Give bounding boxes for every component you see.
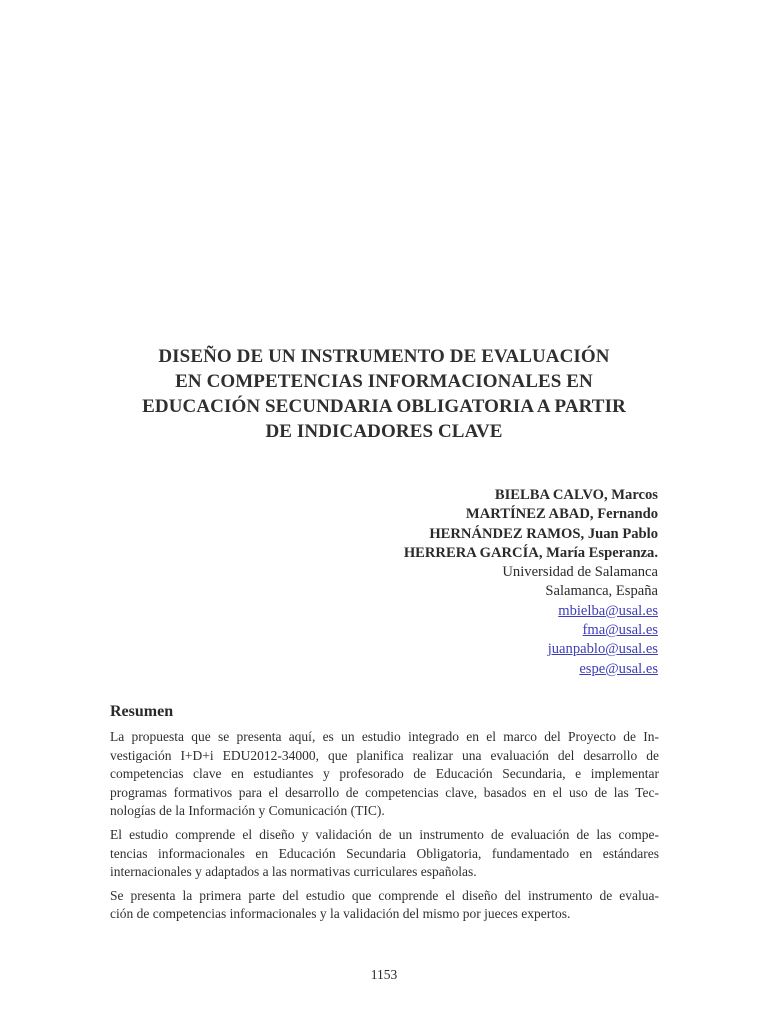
abstract-section bbox=[110, 702, 659, 929]
email-link[interactable]: espe@usal.es bbox=[579, 660, 658, 677]
abstract-paragraph bbox=[110, 887, 659, 924]
email-link[interactable]: juanpablo@usal.es bbox=[547, 641, 658, 658]
author-given-name: María Esperanza. bbox=[546, 544, 658, 561]
author-entry bbox=[238, 544, 658, 563]
title-line: DE INDICADORES CLAVE bbox=[265, 421, 503, 442]
abstract-line: La propuesta que se presenta aquí, es un estudio integrado en el marco del Proyecto de In- bbox=[110, 729, 659, 744]
title-line: DISEÑO DE UN INSTRUMENTO DE EVALUACIÓN bbox=[158, 346, 610, 367]
abstract-line: programas formativos para el desarrollo de competencias clave, basados en el uso de las Tec- bbox=[110, 784, 659, 800]
abstract-line: nologías de la Información y Comunicación (TIC). bbox=[110, 803, 385, 819]
abstract-heading: Resumen bbox=[110, 703, 174, 720]
page-number: 1153 bbox=[370, 967, 398, 982]
abstract-line: tencias informacionales en Educación Secundaria Obligatoria, fundamentado en estándares bbox=[110, 845, 659, 861]
abstract-line: competencias clave en estudiantes y profesorado de Educación Secundaria, e implementar bbox=[110, 766, 659, 782]
abstract-line: ción de competencias informacionales y la validación del mismo por jueces expertos. bbox=[110, 906, 571, 922]
author-given-name: Marcos bbox=[611, 487, 658, 503]
author-given-name: Fernando bbox=[597, 506, 658, 523]
abstract-line: Se presenta la primera parte del estudio que comprende el diseño del instrumento de evalua- bbox=[110, 887, 659, 903]
abstract-paragraph bbox=[110, 728, 659, 821]
email-link[interactable]: fma@usal.es bbox=[582, 622, 658, 639]
author-surname: BIELBA CALVO, bbox=[494, 487, 608, 503]
affiliation-institution: Universidad de Salamanca bbox=[502, 564, 658, 581]
title-line: EDUCACIÓN SECUNDARIA OBLIGATORIA A PARTIR bbox=[142, 396, 626, 417]
affiliation-location: Salamanca, España bbox=[545, 583, 658, 600]
author-entry bbox=[238, 486, 658, 505]
abstract-line: internacionales y adaptados a las normativas curriculares españolas. bbox=[110, 864, 477, 880]
author-block bbox=[238, 486, 658, 679]
author-surname: HERNÁNDEZ RAMOS, bbox=[429, 525, 585, 542]
author-surname: HERRERA GARCÍA, bbox=[403, 544, 543, 561]
abstract-line: vestigación I+D+i EDU2012-34000, que planifica realizar una evaluación del desarrollo de bbox=[110, 747, 659, 763]
abstract-line: El estudio comprende el diseño y validación de un instrumento de evaluación de las compe- bbox=[110, 826, 659, 842]
author-given-name: Juan Pablo bbox=[587, 525, 658, 542]
author-entry bbox=[238, 525, 658, 544]
email-link[interactable]: mbielba@usal.es bbox=[558, 602, 658, 619]
author-surname: MARTÍNEZ ABAD, bbox=[465, 506, 594, 523]
paper-title bbox=[100, 344, 668, 444]
title-line: EN COMPETENCIAS INFORMACIONALES EN bbox=[175, 371, 593, 392]
abstract-paragraph bbox=[110, 826, 659, 882]
author-entry bbox=[238, 505, 658, 524]
